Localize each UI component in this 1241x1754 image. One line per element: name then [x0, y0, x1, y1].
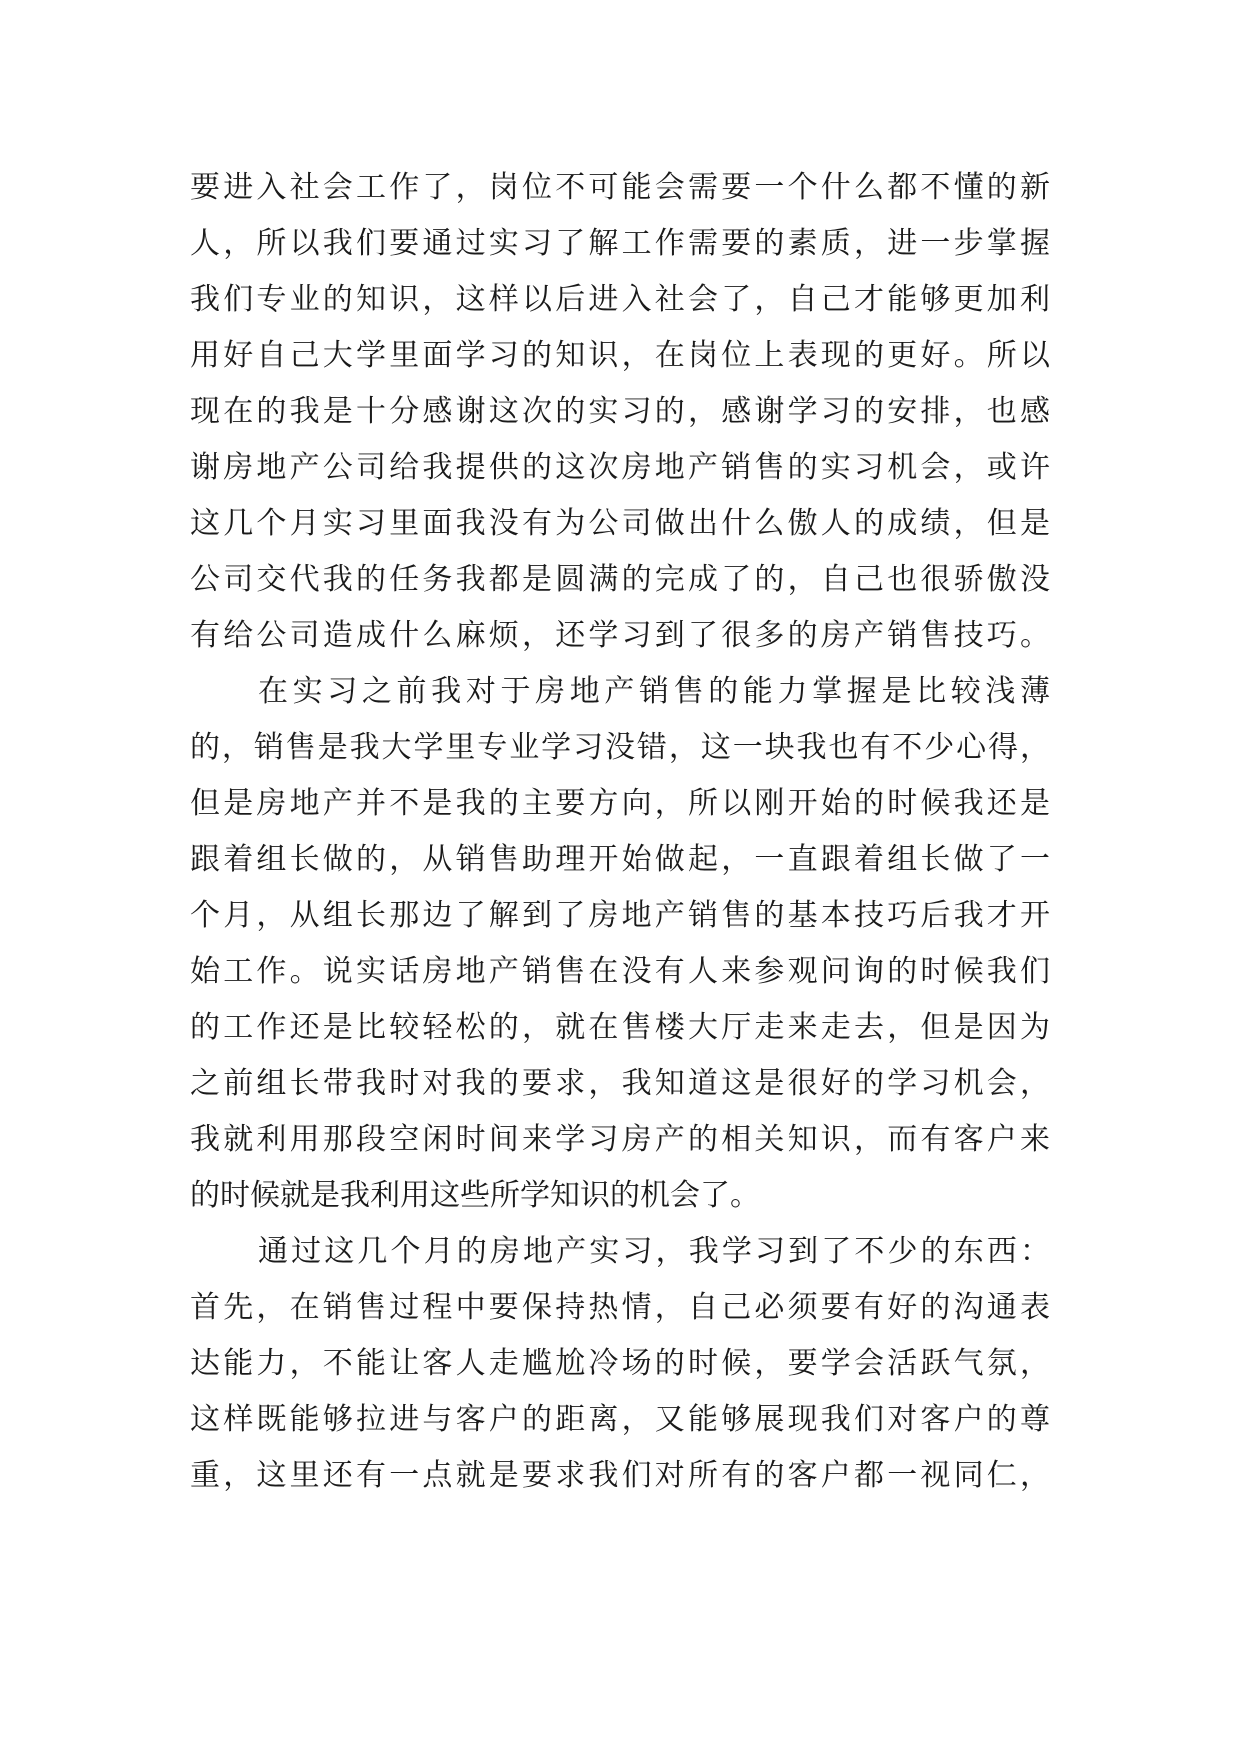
text-line: 这样既能够拉进与客户的距离，又能够展现我们对客户的尊 [190, 1402, 1050, 1437]
text-line: 的，销售是我大学里专业学习没错，这一块我也有不少心得， [190, 730, 1050, 765]
text-line: 我们专业的知识，这样以后进入社会了，自己才能够更加利 [190, 282, 1050, 317]
text-line: 有给公司造成什么麻烦，还学习到了很多的房产销售技巧。 [190, 618, 1050, 653]
text-line: 重，这里还有一点就是要求我们对所有的客户都一视同仁， [190, 1458, 1050, 1493]
text-line: 首先，在销售过程中要保持热情，自己必须要有好的沟通表 [190, 1290, 1050, 1325]
text-line: 跟着组长做的，从销售助理开始做起，一直跟着组长做了一 [190, 842, 1050, 877]
text-line: 现在的我是十分感谢这次的实习的，感谢学习的安排，也感 [190, 394, 1050, 429]
paragraph-1 [190, 160, 1050, 664]
text-line: 人，所以我们要通过实习了解工作需要的素质，进一步掌握 [190, 226, 1050, 261]
document-body [190, 160, 1050, 1504]
paragraph-2 [190, 664, 1050, 1224]
text-line: 在实习之前我对于房地产销售的能力掌握是比较浅薄 [258, 674, 1050, 709]
paragraph-3 [190, 1224, 1050, 1504]
text-line: 始工作。说实话房地产销售在没有人来参观问询的时候我们 [190, 954, 1050, 989]
text-line: 公司交代我的任务我都是圆满的完成了的，自己也很骄傲没 [190, 562, 1050, 597]
text-line: 用好自己大学里面学习的知识，在岗位上表现的更好。所以 [190, 338, 1050, 373]
text-line: 但是房地产并不是我的主要方向，所以刚开始的时候我还是 [190, 786, 1050, 821]
text-line: 之前组长带我时对我的要求，我知道这是很好的学习机会， [190, 1066, 1050, 1101]
text-line: 的工作还是比较轻松的，就在售楼大厅走来走去，但是因为 [190, 1010, 1050, 1045]
text-line: 达能力，不能让客人走尴尬冷场的时候，要学会活跃气氛， [190, 1346, 1050, 1381]
text-line: 这几个月实习里面我没有为公司做出什么傲人的成绩，但是 [190, 506, 1050, 541]
text-line: 要进入社会工作了，岗位不可能会需要一个什么都不懂的新 [190, 170, 1050, 205]
text-line: 我就利用那段空闲时间来学习房产的相关知识，而有客户来 [190, 1122, 1050, 1157]
text-line: 通过这几个月的房地产实习，我学习到了不少的东西： [258, 1234, 1050, 1269]
text-line: 谢房地产公司给我提供的这次房地产销售的实习机会，或许 [190, 450, 1050, 485]
text-line: 的时候就是我利用这些所学知识的机会了。 [190, 1178, 760, 1213]
text-line: 个月，从组长那边了解到了房地产销售的基本技巧后我才开 [190, 898, 1050, 933]
